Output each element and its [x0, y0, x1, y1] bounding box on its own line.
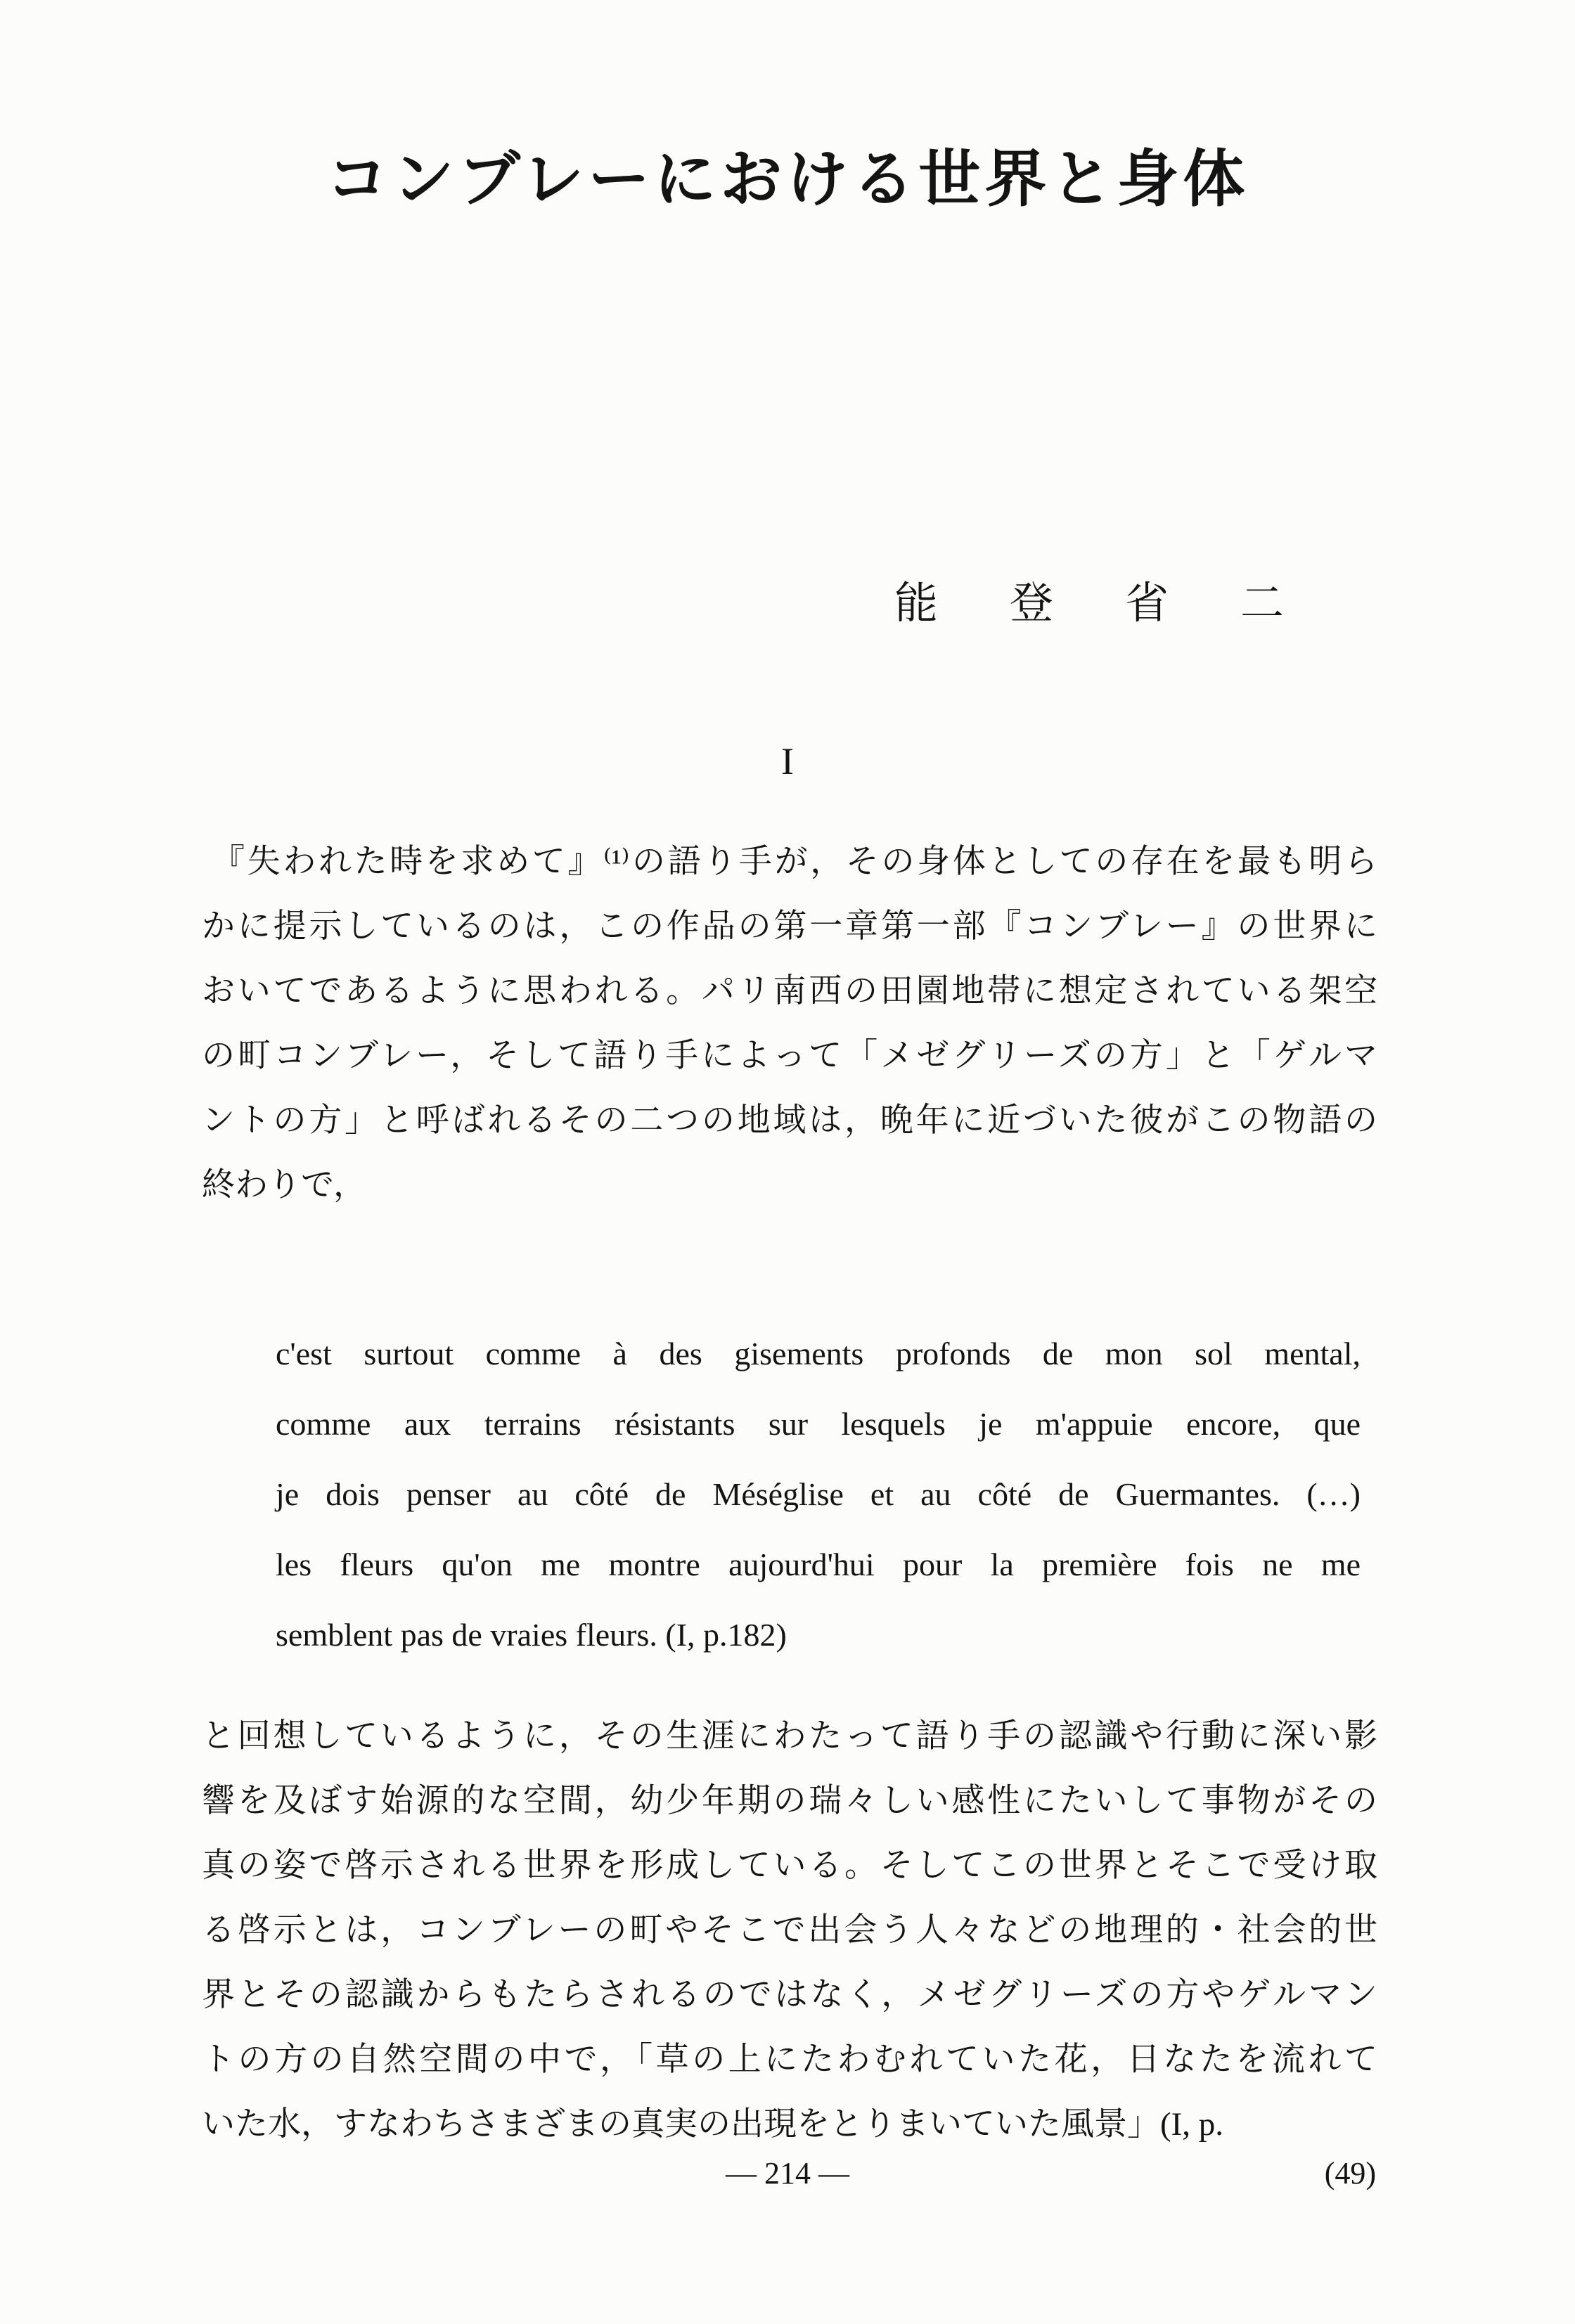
quote-line: semblent pas de vraies fleurs. (I, p.182) [276, 1617, 787, 1653]
text-line: と回想しているように，その生涯にわたって語り手の認識や行動に深い影 [202, 1718, 1377, 1755]
text-line: 終わりで， [202, 1167, 367, 1203]
text-line: かに提示しているのは，この作品の第一章第一部『コンブレー』の世界に [202, 908, 1377, 945]
author-name: 能 登 省 二 [894, 580, 1299, 628]
paragraph-1 [202, 829, 1377, 1218]
paper-title: コンブレーにおける世界と身体 [326, 146, 1249, 214]
text-line: トの方の自然空間の中で，「草の上にたわむれていた花，日なたを流れて [202, 2041, 1377, 2078]
text-line: 『失われた時を求めて』⁽¹⁾の語り手が，その身体としての存在を最も明ら [212, 844, 1377, 880]
quote-line: comme aux terrains résistants sur lesquels je m'appuie encore, que [276, 1406, 1361, 1442]
text-line: 真の姿で啓示される世界を形成している。そしてこの世界とそこで受け取 [202, 1847, 1377, 1884]
french-quotation [276, 1319, 1361, 1670]
paragraph-2 [202, 1704, 1377, 2157]
page-number: — 214 — [726, 2156, 849, 2190]
text-line: 響を及ぼす始源的な空間，幼少年期の瑞々しい感性にたいして事物がその [202, 1783, 1377, 1819]
quote-line: c'est surtout comme à des gisements profonds de mon sol mental, [276, 1336, 1361, 1371]
text-line: おいてであるように思われる。パリ南西の田園地帯に想定されている架空 [202, 973, 1377, 1009]
section-heading: I [781, 740, 794, 782]
quote-line: les fleurs qu'on me montre aujourd'hui pour la première fois ne me [276, 1547, 1361, 1582]
text-line: ントの方」と呼ばれるその二つの地域は，晩年に近づいた彼がこの物語の [202, 1102, 1377, 1139]
text-line: いた水，すなわちさまざまの真実の出現をとりまいていた風景」(I, p. [202, 2106, 1224, 2143]
text-line: の町コンブレー，そして語り手によって「メゼグリーズの方」と「ゲルマ [202, 1038, 1377, 1074]
text-line: 界とその認識からもたらされるのではなく，メゼグリーズの方やゲルマン [202, 1977, 1377, 2013]
text-line: る啓示とは，コンブレーの町やそこで出会う人々などの地理的・社会的世 [202, 1912, 1377, 1949]
page-footer [0, 2155, 1575, 2204]
quote-line: je dois penser au côté de Méséglise et au côté de Guermantes. (…) [276, 1476, 1361, 1512]
issue-number: (49) [1324, 2156, 1376, 2190]
